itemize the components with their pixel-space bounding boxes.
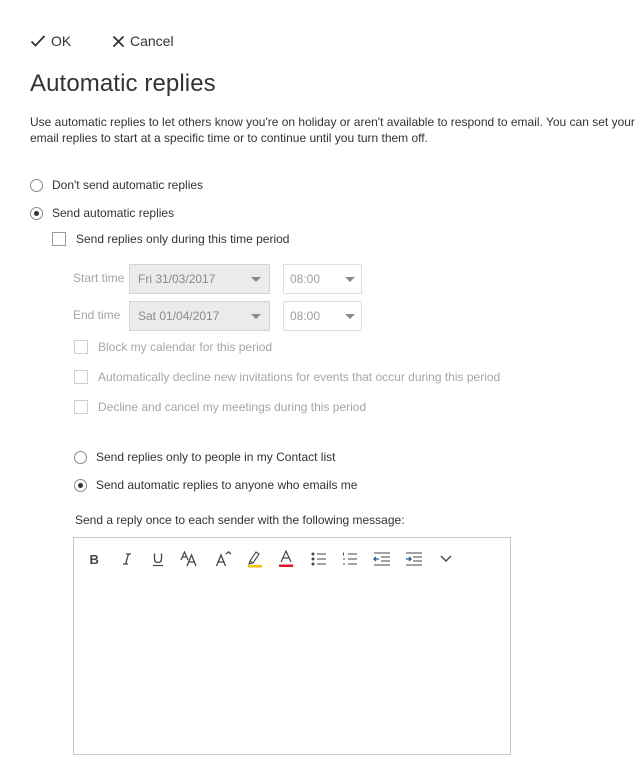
- italic-button[interactable]: [116, 548, 138, 570]
- description-line-1: Use automatic replies to let others know you're on holiday or aren't available to respond to email. You can set your: [30, 115, 635, 129]
- chevron-down-icon: [345, 277, 355, 282]
- grow-font-button[interactable]: [212, 548, 234, 570]
- anyone-radio[interactable]: [74, 479, 87, 492]
- chevron-down-icon: [251, 277, 261, 282]
- ok-label: OK: [51, 33, 72, 49]
- end-date-select[interactable]: [129, 301, 270, 331]
- grow-font-icon: [215, 551, 232, 567]
- ok-button[interactable]: [30, 33, 71, 49]
- start-time-label: Start time: [73, 271, 125, 285]
- end-time-label: End time: [73, 308, 121, 322]
- time-period-checkbox[interactable]: [52, 232, 66, 246]
- block-calendar-label: Block my calendar for this period: [98, 340, 273, 354]
- italic-icon: [120, 552, 134, 566]
- chevron-down-icon: [345, 314, 355, 319]
- message-editor[interactable]: [73, 537, 511, 755]
- auto-decline-option[interactable]: [74, 370, 500, 384]
- end-time-value: 08:00: [290, 309, 321, 323]
- cancel-meetings-label: Decline and cancel my meetings during this period: [98, 400, 367, 414]
- start-date-select[interactable]: [129, 264, 270, 294]
- send-option[interactable]: [30, 206, 174, 220]
- underline-icon: [151, 552, 165, 567]
- description-line-2: email replies to start at a specific time or to continue until you turn them off.: [30, 131, 428, 145]
- page-description: [30, 114, 641, 146]
- checkmark-icon: [30, 34, 46, 48]
- dont-send-option[interactable]: [30, 178, 203, 192]
- increase-indent-button[interactable]: [403, 548, 425, 570]
- bold-icon: [87, 552, 101, 566]
- chevron-down-icon: [439, 554, 453, 564]
- more-options-button[interactable]: [435, 548, 457, 570]
- block-calendar-checkbox[interactable]: [74, 340, 88, 354]
- message-prompt: Send a reply once to each sender with the following message:: [75, 513, 405, 527]
- highlight-button[interactable]: [244, 548, 266, 570]
- numbering-button[interactable]: [339, 548, 361, 570]
- anyone-label: Send automatic replies to anyone who emails me: [96, 478, 358, 492]
- block-calendar-option[interactable]: [74, 340, 272, 354]
- end-date-value: Sat 01/04/2017: [138, 309, 220, 323]
- auto-decline-checkbox[interactable]: [74, 370, 88, 384]
- bullets-icon: [311, 552, 327, 566]
- font-size-icon: [180, 551, 200, 567]
- font-color-button[interactable]: [275, 548, 297, 570]
- anyone-option[interactable]: [74, 478, 357, 492]
- send-radio[interactable]: [30, 207, 43, 220]
- start-date-value: Fri 31/03/2017: [138, 272, 216, 286]
- cancel-meetings-checkbox[interactable]: [74, 400, 88, 414]
- bullets-button[interactable]: [308, 548, 330, 570]
- font-color-icon: [278, 550, 294, 568]
- dont-send-label: Don't send automatic replies: [52, 178, 204, 192]
- auto-decline-label: Automatically decline new invitations for events that occur during this period: [98, 370, 501, 384]
- decrease-indent-icon: [373, 552, 391, 566]
- time-period-option[interactable]: [52, 232, 289, 246]
- cancel-button[interactable]: [112, 33, 174, 49]
- cancel-label: Cancel: [130, 33, 174, 49]
- bold-button[interactable]: [83, 548, 105, 570]
- chevron-down-icon: [251, 314, 261, 319]
- start-time-value: 08:00: [290, 272, 321, 286]
- end-time-select[interactable]: [283, 301, 362, 331]
- time-period-label: Send replies only during this time period: [76, 232, 290, 246]
- decrease-indent-button[interactable]: [371, 548, 393, 570]
- cancel-meetings-option[interactable]: [74, 400, 366, 414]
- numbering-icon: [342, 552, 358, 566]
- start-time-select[interactable]: [283, 264, 362, 294]
- increase-indent-icon: [405, 552, 423, 566]
- send-label: Send automatic replies: [52, 206, 175, 220]
- underline-button[interactable]: [147, 548, 169, 570]
- page-title: Automatic replies: [30, 70, 216, 97]
- contacts-only-label: Send replies only to people in my Contact list: [96, 450, 336, 464]
- highlight-icon: [247, 550, 263, 568]
- dont-send-radio[interactable]: [30, 179, 43, 192]
- contacts-only-option[interactable]: [74, 450, 335, 464]
- svg-text:B: B: [89, 552, 99, 566]
- close-icon: [112, 35, 125, 48]
- contacts-only-radio[interactable]: [74, 451, 87, 464]
- font-size-button[interactable]: [179, 548, 201, 570]
